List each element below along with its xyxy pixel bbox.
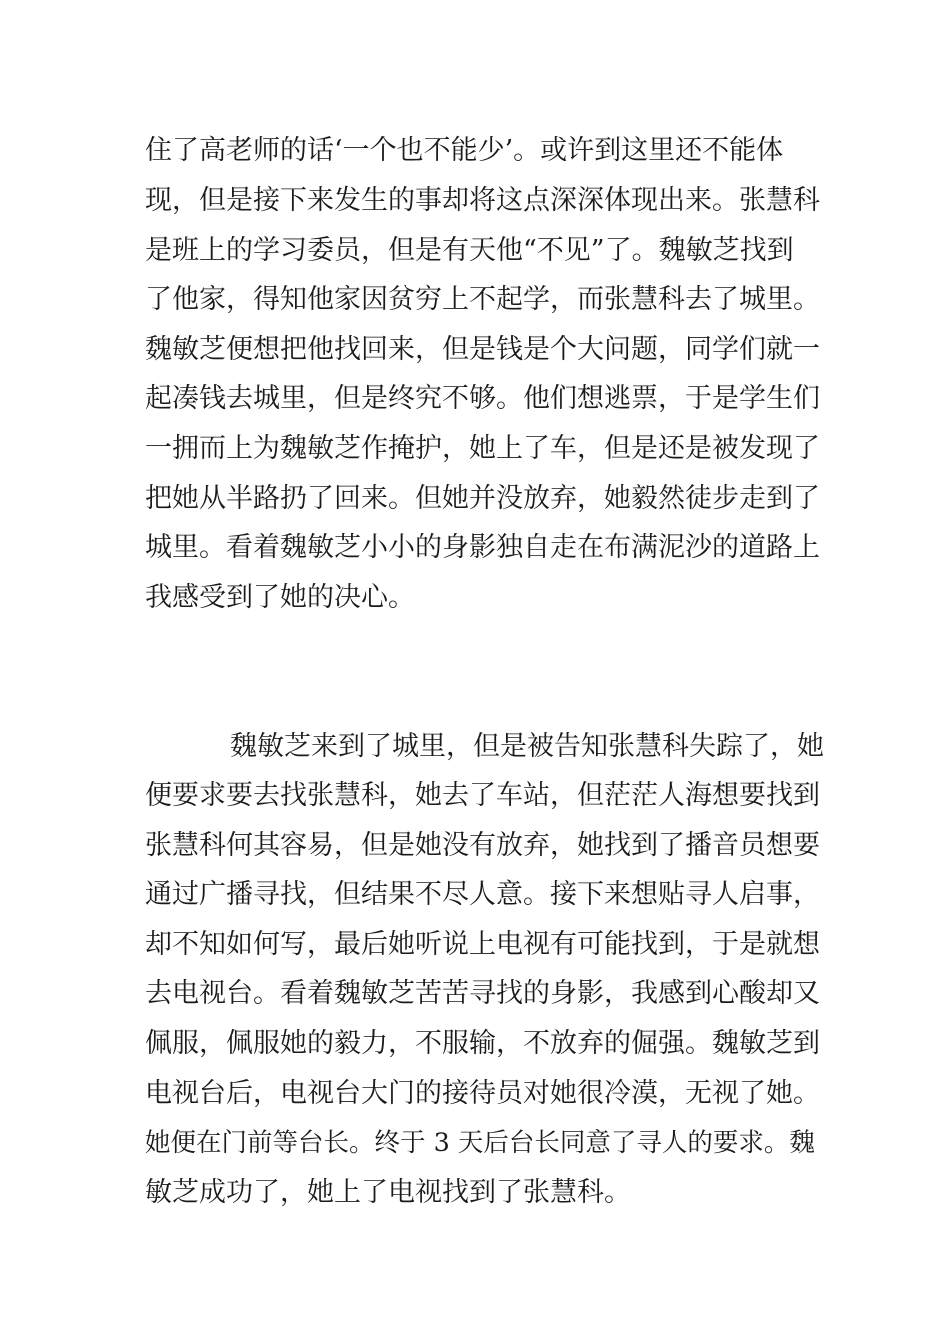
text-line: 敏芝成功了，她上了电视找到了张慧科。 bbox=[145, 1177, 631, 1208]
text-line: 起凑钱去城里，但是终究不够。他们想逃票，于是学生们 bbox=[145, 383, 820, 414]
text-line: 电视台后，电视台大门的接待员对她很冷漠，无视了她。 bbox=[145, 1078, 820, 1109]
text-line: 城里。看着魏敏芝小小的身影独自走在布满泥沙的道路上 bbox=[145, 532, 820, 563]
text-line: 住了高老师的话‘一个也不能少’。或许到这里还不能体 bbox=[145, 135, 784, 166]
text-line: 她便在门前等台长。终于 3 天后台长同意了寻人的要求。魏 bbox=[145, 1128, 815, 1158]
text-line: 去电视台。看着魏敏芝苦苦寻找的身影，我感到心酸却又 bbox=[145, 978, 820, 1009]
text-line: 现，但是接下来发生的事却将这点深深体现出来。张慧科 bbox=[145, 185, 820, 216]
text-line: 魏敏芝来到了城里，但是被告知张慧科失踪了，她 bbox=[230, 731, 824, 762]
text-line: 通过广播寻找，但结果不尽人意。接下来想贴寻人启事， bbox=[145, 879, 820, 910]
text-line: 便要求要去找张慧科，她去了车站，但茫茫人海想要找到 bbox=[145, 780, 820, 811]
text-line: 我感受到了她的决心。 bbox=[145, 582, 415, 613]
text-line: 却不知如何写，最后她听说上电视有可能找到，于是就想 bbox=[145, 929, 820, 960]
text-line: 了他家，得知他家因贫穷上不起学，而张慧科去了城里。 bbox=[145, 284, 820, 315]
text-line: 一拥而上为魏敏芝作掩护，她上了车，但是还是被发现了 bbox=[145, 433, 820, 464]
text-line: 把她从半路扔了回来。但她并没放弃，她毅然徒步走到了 bbox=[145, 483, 820, 514]
text-line: 张慧科何其容易，但是她没有放弃，她找到了播音员想要 bbox=[145, 830, 820, 861]
text-line: 佩服，佩服她的毅力，不服输，不放弃的倔强。魏敏芝到 bbox=[145, 1028, 820, 1059]
text-line: 魏敏芝便想把他找回来，但是钱是个大问题，同学们就一 bbox=[145, 334, 820, 365]
text-line: 是班上的学习委员，但是有天他“不见”了。魏敏芝找到 bbox=[145, 235, 794, 266]
